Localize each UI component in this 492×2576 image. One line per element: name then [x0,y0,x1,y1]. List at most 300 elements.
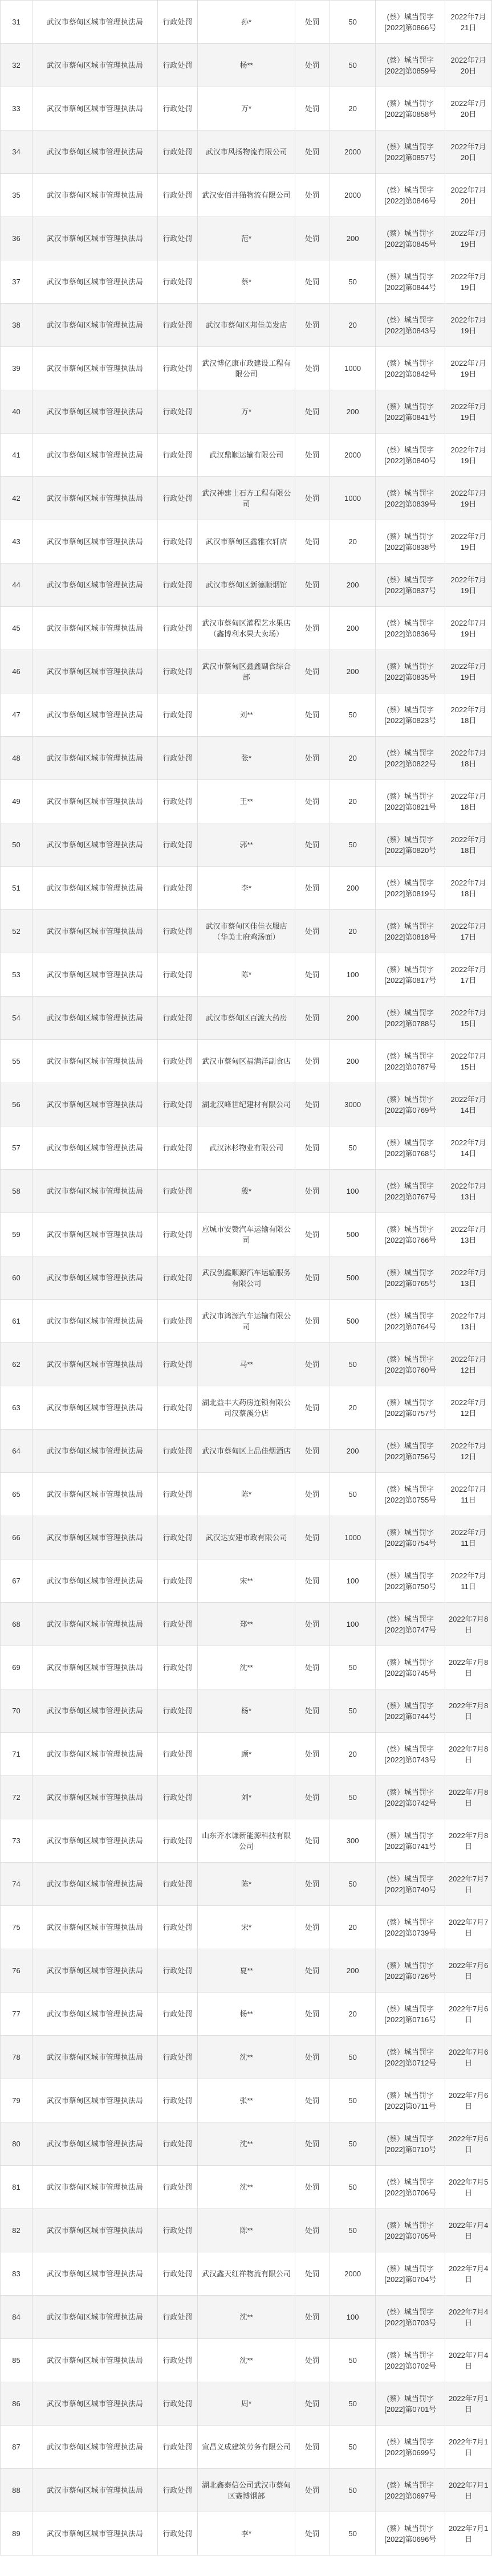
enforcement-unit-cell: 武汉市蔡甸区城市管理执法局 [32,304,157,347]
party-name-cell: 湖北益丰大药房连锁有限公司汉蔡溪分店 [198,1386,295,1430]
enforcement-unit-cell: 武汉市蔡甸区城市管理执法局 [32,1213,157,1256]
decision-date-cell: 2022年7月18日 [445,693,492,737]
fine-amount-cell: 200 [330,650,375,693]
enforcement-unit-cell: 武汉市蔡甸区城市管理执法局 [32,1170,157,1213]
document-number-cell: (蔡）城当罚字[2022]第0740号 [376,1863,445,1906]
penalty-type-cell: 处罚 [295,1213,330,1256]
document-number-cell: (蔡）城当罚字[2022]第0739号 [376,1906,445,1949]
document-number-cell: (蔡）城当罚字[2022]第0764号 [376,1300,445,1343]
penalty-type-cell: 处罚 [295,2426,330,2469]
fine-amount-cell: 200 [330,1949,375,1993]
table-row [1,1863,492,1906]
row-number-cell: 61 [1,1300,32,1343]
row-number-cell: 63 [1,1386,32,1430]
action-type-cell: 行政处罚 [157,260,198,304]
enforcement-unit-cell: 武汉市蔡甸区城市管理执法局 [32,2469,157,2512]
row-number-cell: 41 [1,434,32,477]
party-name-cell: 宋** [198,1560,295,1603]
decision-date-cell: 2022年7月20日 [445,174,492,217]
row-number-cell: 32 [1,44,32,87]
enforcement-unit-cell: 武汉市蔡甸区城市管理执法局 [32,2382,157,2426]
action-type-cell: 行政处罚 [157,1906,198,1949]
penalty-type-cell: 处罚 [295,1083,330,1126]
table-row [1,1083,492,1126]
action-type-cell: 行政处罚 [157,87,198,130]
party-name-cell: 武汉市蔡甸区百渡大药房 [198,997,295,1040]
penalty-type-cell: 处罚 [295,607,330,650]
party-name-cell: 杨** [198,44,295,87]
fine-amount-cell: 100 [330,2296,375,2339]
document-number-cell: (蔡）城当罚字[2022]第0819号 [376,867,445,910]
enforcement-unit-cell: 武汉市蔡甸区城市管理执法局 [32,1040,157,1083]
row-number-cell: 60 [1,1256,32,1300]
enforcement-unit-cell: 武汉市蔡甸区城市管理执法局 [32,867,157,910]
penalty-type-cell: 处罚 [295,2122,330,2166]
decision-date-cell: 2022年7月19日 [445,564,492,607]
enforcement-unit-cell: 武汉市蔡甸区城市管理执法局 [32,607,157,650]
action-type-cell: 行政处罚 [157,1733,198,1776]
fine-amount-cell: 500 [330,1213,375,1256]
penalty-type-cell: 处罚 [295,1819,330,1863]
fine-amount-cell: 50 [330,2512,375,2555]
penalty-type-cell: 处罚 [295,44,330,87]
action-type-cell: 行政处罚 [157,1300,198,1343]
penalty-type-cell: 处罚 [295,823,330,867]
enforcement-unit-cell: 武汉市蔡甸区城市管理执法局 [32,2252,157,2296]
document-number-cell: (蔡）城当罚字[2022]第0767号 [376,1170,445,1213]
document-number-cell: (蔡）城当罚字[2022]第0711号 [376,2079,445,2122]
action-type-cell: 行政处罚 [157,477,198,520]
penalty-type-cell: 处罚 [295,780,330,823]
fine-amount-cell: 50 [330,2036,375,2079]
action-type-cell: 行政处罚 [157,2036,198,2079]
action-type-cell: 行政处罚 [157,693,198,737]
decision-date-cell: 2022年7月1日 [445,2382,492,2426]
document-number-cell: (蔡）城当罚字[2022]第0838号 [376,520,445,564]
party-name-cell: 武汉市鸿源汽车运输有限公司 [198,1300,295,1343]
document-number-cell: (蔡）城当罚字[2022]第0857号 [376,130,445,174]
document-number-cell: (蔡）城当罚字[2022]第0705号 [376,2209,445,2252]
party-name-cell: 武汉鑫天红祥物流有限公司 [198,2252,295,2296]
enforcement-unit-cell: 武汉市蔡甸区城市管理执法局 [32,1560,157,1603]
row-number-cell: 35 [1,174,32,217]
table-row [1,1993,492,2036]
table-row [1,564,492,607]
enforcement-unit-cell: 武汉市蔡甸区城市管理执法局 [32,520,157,564]
fine-amount-cell: 50 [330,2469,375,2512]
table-row [1,477,492,520]
fine-amount-cell: 2000 [330,130,375,174]
party-name-cell: 陈* [198,953,295,997]
table-row [1,2382,492,2426]
penalty-type-cell: 处罚 [295,1863,330,1906]
fine-amount-cell: 3000 [330,1083,375,1126]
document-number-cell: (蔡）城当罚字[2022]第0846号 [376,174,445,217]
action-type-cell: 行政处罚 [157,823,198,867]
document-number-cell: (蔡）城当罚字[2022]第0821号 [376,780,445,823]
decision-date-cell: 2022年7月7日 [445,1863,492,1906]
document-number-cell: (蔡）城当罚字[2022]第0742号 [376,1776,445,1819]
row-number-cell: 45 [1,607,32,650]
table-row [1,1949,492,1993]
fine-amount-cell: 100 [330,1560,375,1603]
fine-amount-cell: 50 [330,2166,375,2209]
party-name-cell: 沈** [198,2296,295,2339]
row-number-cell: 59 [1,1213,32,1256]
decision-date-cell: 2022年7月11日 [445,1473,492,1516]
party-name-cell: 李* [198,2512,295,2555]
decision-date-cell: 2022年7月21日 [445,1,492,44]
decision-date-cell: 2022年7月13日 [445,1256,492,1300]
decision-date-cell: 2022年7月19日 [445,607,492,650]
penalty-type-cell: 处罚 [295,2036,330,2079]
party-name-cell: 武汉市蔡甸区鑫雅衣轩店 [198,520,295,564]
table-row [1,217,492,260]
penalty-type-cell: 处罚 [295,2296,330,2339]
decision-date-cell: 2022年7月6日 [445,2079,492,2122]
penalty-type-cell: 处罚 [295,997,330,1040]
enforcement-unit-cell: 武汉市蔡甸区城市管理执法局 [32,347,157,390]
action-type-cell: 行政处罚 [157,2339,198,2382]
enforcement-unit-cell: 武汉市蔡甸区城市管理执法局 [32,780,157,823]
penalty-type-cell: 处罚 [295,1,330,44]
party-name-cell: 沈** [198,1646,295,1689]
table-row [1,1473,492,1516]
decision-date-cell: 2022年7月18日 [445,737,492,780]
party-name-cell: 武汉安佰井猫物流有限公司 [198,174,295,217]
fine-amount-cell: 50 [330,1689,375,1733]
fine-amount-cell: 20 [330,1733,375,1776]
row-number-cell: 69 [1,1646,32,1689]
fine-amount-cell: 2000 [330,2252,375,2296]
table-row [1,2036,492,2079]
decision-date-cell: 2022年7月15日 [445,997,492,1040]
table-row [1,520,492,564]
fine-amount-cell: 2000 [330,174,375,217]
enforcement-unit-cell: 武汉市蔡甸区城市管理执法局 [32,1126,157,1170]
enforcement-unit-cell: 武汉市蔡甸区城市管理执法局 [32,1256,157,1300]
row-number-cell: 85 [1,2339,32,2382]
action-type-cell: 行政处罚 [157,910,198,953]
decision-date-cell: 2022年7月6日 [445,1949,492,1993]
penalty-type-cell: 处罚 [295,304,330,347]
enforcement-unit-cell: 武汉市蔡甸区城市管理执法局 [32,823,157,867]
penalty-type-cell: 处罚 [295,2209,330,2252]
penalty-type-cell: 处罚 [295,1430,330,1473]
party-name-cell: 湖北鑫泰信公司武汉市蔡甸区赛博钢部 [198,2469,295,2512]
party-name-cell: 山东齐水谦新能源科技有限公司 [198,1819,295,1863]
decision-date-cell: 2022年7月13日 [445,1213,492,1256]
document-number-cell: (蔡）城当罚字[2022]第0701号 [376,2382,445,2426]
row-number-cell: 74 [1,1863,32,1906]
party-name-cell: 殷* [198,1170,295,1213]
fine-amount-cell: 50 [330,1473,375,1516]
table-row [1,910,492,953]
penalty-type-cell: 处罚 [295,174,330,217]
enforcement-unit-cell: 武汉市蔡甸区城市管理执法局 [32,2426,157,2469]
action-type-cell: 行政处罚 [157,1040,198,1083]
document-number-cell: (蔡）城当罚字[2022]第0841号 [376,390,445,434]
fine-amount-cell: 20 [330,1386,375,1430]
decision-date-cell: 2022年7月6日 [445,1993,492,2036]
row-number-cell: 68 [1,1603,32,1646]
penalty-type-cell: 处罚 [295,477,330,520]
fine-amount-cell: 200 [330,867,375,910]
row-number-cell: 42 [1,477,32,520]
fine-amount-cell: 20 [330,304,375,347]
decision-date-cell: 2022年7月11日 [445,1560,492,1603]
fine-amount-cell: 50 [330,1646,375,1689]
document-number-cell: (蔡）城当罚字[2022]第0842号 [376,347,445,390]
action-type-cell: 行政处罚 [157,867,198,910]
enforcement-unit-cell: 武汉市蔡甸区城市管理执法局 [32,1386,157,1430]
document-number-cell: (蔡）城当罚字[2022]第0835号 [376,650,445,693]
action-type-cell: 行政处罚 [157,390,198,434]
table-row [1,304,492,347]
action-type-cell: 行政处罚 [157,737,198,780]
document-number-cell: (蔡）城当罚字[2022]第0837号 [376,564,445,607]
fine-amount-cell: 20 [330,910,375,953]
party-name-cell: 范* [198,217,295,260]
fine-amount-cell: 300 [330,1819,375,1863]
row-number-cell: 65 [1,1473,32,1516]
enforcement-unit-cell: 武汉市蔡甸区城市管理执法局 [32,2036,157,2079]
table-row [1,1386,492,1430]
row-number-cell: 48 [1,737,32,780]
action-type-cell: 行政处罚 [157,2426,198,2469]
table-row [1,780,492,823]
row-number-cell: 38 [1,304,32,347]
penalty-type-cell: 处罚 [295,260,330,304]
decision-date-cell: 2022年7月4日 [445,2339,492,2382]
enforcement-unit-cell: 武汉市蔡甸区城市管理执法局 [32,44,157,87]
table-row [1,174,492,217]
document-number-cell: (蔡）城当罚字[2022]第0768号 [376,1126,445,1170]
action-type-cell: 行政处罚 [157,564,198,607]
fine-amount-cell: 1000 [330,1516,375,1560]
decision-date-cell: 2022年7月14日 [445,1126,492,1170]
row-number-cell: 43 [1,520,32,564]
document-number-cell: (蔡）城当罚字[2022]第0822号 [376,737,445,780]
enforcement-unit-cell: 武汉市蔡甸区城市管理执法局 [32,564,157,607]
penalty-type-cell: 处罚 [295,1170,330,1213]
penalty-type-cell: 处罚 [295,2079,330,2122]
enforcement-unit-cell: 武汉市蔡甸区城市管理执法局 [32,1603,157,1646]
penalty-type-cell: 处罚 [295,1733,330,1776]
decision-date-cell: 2022年7月6日 [445,2122,492,2166]
table-row [1,2209,492,2252]
fine-amount-cell: 50 [330,2382,375,2426]
table-row [1,737,492,780]
document-number-cell: (蔡）城当罚字[2022]第0788号 [376,997,445,1040]
document-number-cell: (蔡）城当罚字[2022]第0866号 [376,1,445,44]
penalty-type-cell: 处罚 [295,520,330,564]
fine-amount-cell: 200 [330,997,375,1040]
row-number-cell: 52 [1,910,32,953]
party-name-cell: 陈* [198,1863,295,1906]
decision-date-cell: 2022年7月20日 [445,87,492,130]
decision-date-cell: 2022年7月4日 [445,2209,492,2252]
table-row [1,2512,492,2555]
party-name-cell: 万* [198,390,295,434]
action-type-cell: 行政处罚 [157,130,198,174]
penalty-type-cell: 处罚 [295,737,330,780]
enforcement-unit-cell: 武汉市蔡甸区城市管理执法局 [32,1949,157,1993]
document-number-cell: (蔡）城当罚字[2022]第0760号 [376,1343,445,1386]
table-row [1,2296,492,2339]
document-number-cell: (蔡）城当罚字[2022]第0743号 [376,1733,445,1776]
action-type-cell: 行政处罚 [157,2122,198,2166]
action-type-cell: 行政处罚 [157,520,198,564]
action-type-cell: 行政处罚 [157,1689,198,1733]
document-number-cell: (蔡）城当罚字[2022]第0744号 [376,1689,445,1733]
row-number-cell: 88 [1,2469,32,2512]
enforcement-unit-cell: 武汉市蔡甸区城市管理执法局 [32,1300,157,1343]
enforcement-unit-cell: 武汉市蔡甸区城市管理执法局 [32,130,157,174]
row-number-cell: 82 [1,2209,32,2252]
penalty-type-cell: 处罚 [295,1689,330,1733]
enforcement-unit-cell: 武汉市蔡甸区城市管理执法局 [32,2339,157,2382]
decision-date-cell: 2022年7月12日 [445,1343,492,1386]
table-row [1,2166,492,2209]
penalty-type-cell: 处罚 [295,867,330,910]
row-number-cell: 76 [1,1949,32,1993]
penalty-type-cell: 处罚 [295,2166,330,2209]
document-number-cell: (蔡）城当罚字[2022]第0820号 [376,823,445,867]
decision-date-cell: 2022年7月8日 [445,1819,492,1863]
penalty-type-cell: 处罚 [295,1343,330,1386]
decision-date-cell: 2022年7月19日 [445,477,492,520]
party-name-cell: 万* [198,87,295,130]
party-name-cell: 武汉神建土石方工程有限公司 [198,477,295,520]
action-type-cell: 行政处罚 [157,1993,198,2036]
fine-amount-cell: 50 [330,1863,375,1906]
party-name-cell: 湖北汉峰世纪建材有限公司 [198,1083,295,1126]
enforcement-unit-cell: 武汉市蔡甸区城市管理执法局 [32,1733,157,1776]
party-name-cell: 沈** [198,2166,295,2209]
document-number-cell: (蔡）城当罚字[2022]第0741号 [376,1819,445,1863]
decision-date-cell: 2022年7月20日 [445,130,492,174]
party-name-cell: 武汉沐杉物业有限公司 [198,1126,295,1170]
party-name-cell: 沈** [198,2339,295,2382]
fine-amount-cell: 100 [330,1170,375,1213]
row-number-cell: 51 [1,867,32,910]
party-name-cell: 武汉市蔡甸区福满洋副食店 [198,1040,295,1083]
party-name-cell: 武汉市蔡甸区邦佳美发店 [198,304,295,347]
row-number-cell: 87 [1,2426,32,2469]
row-number-cell: 79 [1,2079,32,2122]
penalty-type-cell: 处罚 [295,87,330,130]
table-row [1,1430,492,1473]
row-number-cell: 34 [1,130,32,174]
enforcement-unit-cell: 武汉市蔡甸区城市管理执法局 [32,1646,157,1689]
row-number-cell: 49 [1,780,32,823]
table-row [1,2122,492,2166]
table-row [1,260,492,304]
action-type-cell: 行政处罚 [157,2382,198,2426]
document-number-cell: (蔡）城当罚字[2022]第0769号 [376,1083,445,1126]
action-type-cell: 行政处罚 [157,1256,198,1300]
document-number-cell: (蔡）城当罚字[2022]第0817号 [376,953,445,997]
penalty-type-cell: 处罚 [295,1516,330,1560]
decision-date-cell: 2022年7月20日 [445,44,492,87]
table-row [1,1516,492,1560]
enforcement-unit-cell: 武汉市蔡甸区城市管理执法局 [32,1863,157,1906]
fine-amount-cell: 500 [330,1300,375,1343]
action-type-cell: 行政处罚 [157,997,198,1040]
row-number-cell: 78 [1,2036,32,2079]
fine-amount-cell: 100 [330,1603,375,1646]
enforcement-unit-cell: 武汉市蔡甸区城市管理执法局 [32,2079,157,2122]
decision-date-cell: 2022年7月19日 [445,390,492,434]
enforcement-unit-cell: 武汉市蔡甸区城市管理执法局 [32,217,157,260]
fine-amount-cell: 200 [330,217,375,260]
decision-date-cell: 2022年7月12日 [445,1386,492,1430]
decision-date-cell: 2022年7月18日 [445,780,492,823]
decision-date-cell: 2022年7月19日 [445,260,492,304]
row-number-cell: 33 [1,87,32,130]
fine-amount-cell: 50 [330,823,375,867]
row-number-cell: 31 [1,1,32,44]
document-number-cell: (蔡）城当罚字[2022]第0836号 [376,607,445,650]
enforcement-unit-cell: 武汉市蔡甸区城市管理执法局 [32,1,157,44]
decision-date-cell: 2022年7月8日 [445,1733,492,1776]
row-number-cell: 75 [1,1906,32,1949]
table-row [1,1646,492,1689]
decision-date-cell: 2022年7月19日 [445,304,492,347]
enforcement-unit-cell: 武汉市蔡甸区城市管理执法局 [32,953,157,997]
decision-date-cell: 2022年7月15日 [445,1040,492,1083]
fine-amount-cell: 20 [330,87,375,130]
document-number-cell: (蔡）城当罚字[2022]第0823号 [376,693,445,737]
fine-amount-cell: 500 [330,1256,375,1300]
row-number-cell: 71 [1,1733,32,1776]
party-name-cell: 武汉市蔡甸区上品佳烟酒店 [198,1430,295,1473]
action-type-cell: 行政处罚 [157,2209,198,2252]
penalty-type-cell: 处罚 [295,693,330,737]
table-row [1,693,492,737]
document-number-cell: (蔡）城当罚字[2022]第0726号 [376,1949,445,1993]
decision-date-cell: 2022年7月19日 [445,347,492,390]
fine-amount-cell: 200 [330,564,375,607]
document-number-cell: (蔡）城当罚字[2022]第0747号 [376,1603,445,1646]
decision-date-cell: 2022年7月12日 [445,1430,492,1473]
enforcement-unit-cell: 武汉市蔡甸区城市管理执法局 [32,693,157,737]
document-number-cell: (蔡）城当罚字[2022]第0756号 [376,1430,445,1473]
party-name-cell: 武汉市风扬物流有限公司 [198,130,295,174]
table-row [1,1733,492,1776]
penalty-type-cell: 处罚 [295,1776,330,1819]
document-number-cell: (蔡）城当罚字[2022]第0859号 [376,44,445,87]
row-number-cell: 53 [1,953,32,997]
row-number-cell: 47 [1,693,32,737]
table-row [1,1126,492,1170]
penalty-type-cell: 处罚 [295,1993,330,2036]
enforcement-unit-cell: 武汉市蔡甸区城市管理执法局 [32,390,157,434]
table-row [1,1776,492,1819]
document-number-cell: (蔡）城当罚字[2022]第0716号 [376,1993,445,2036]
party-name-cell: 陈** [198,2209,295,2252]
enforcement-unit-cell: 武汉市蔡甸区城市管理执法局 [32,737,157,780]
row-number-cell: 83 [1,2252,32,2296]
action-type-cell: 行政处罚 [157,1516,198,1560]
row-number-cell: 67 [1,1560,32,1603]
action-type-cell: 行政处罚 [157,1603,198,1646]
document-number-cell: (蔡）城当罚字[2022]第0765号 [376,1256,445,1300]
penalty-type-cell: 处罚 [295,1560,330,1603]
action-type-cell: 行政处罚 [157,1343,198,1386]
enforcement-unit-cell: 武汉市蔡甸区城市管理执法局 [32,2122,157,2166]
